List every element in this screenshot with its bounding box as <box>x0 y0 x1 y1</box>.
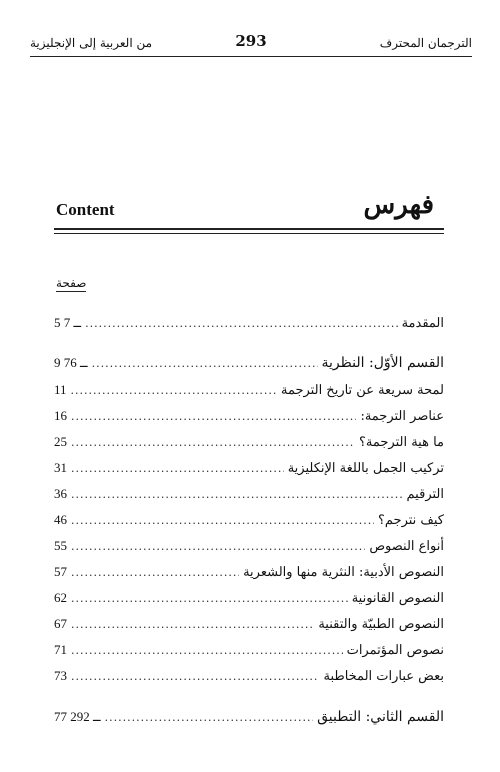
toc-entry <box>54 486 444 508</box>
toc-entry-pages: 9 ــ 76 <box>54 355 88 370</box>
dot-leader <box>71 566 239 579</box>
toc-entry-label: النصوص الطبيّة والتقنية <box>318 617 444 632</box>
toc-entry-pages: 46 <box>54 512 67 527</box>
dot-leader <box>71 462 284 475</box>
toc-entry-pages: 55 <box>54 538 67 553</box>
toc-entry-label: النصوص القانونية <box>351 591 444 606</box>
toc-entry <box>54 668 444 690</box>
title-rule-thick <box>54 228 444 230</box>
toc-entry-label: القسم الثاني: التطبيق <box>317 709 444 725</box>
toc-entry-label: الترقيم <box>406 487 444 502</box>
toc-entry <box>54 590 444 612</box>
dot-leader <box>71 670 319 683</box>
toc-entry-label: القسم الأوّل: النظرية <box>321 355 444 371</box>
toc-entry <box>54 538 444 560</box>
toc-entry-label: تركيب الجمل باللغة الإنكليزية <box>287 461 444 476</box>
toc-entry-introduction <box>54 315 444 337</box>
dot-leader <box>71 644 343 657</box>
dot-leader <box>71 410 356 423</box>
dot-leader <box>92 357 318 370</box>
toc-entry-pages: 16 <box>54 408 67 423</box>
toc-title-arabic: فهرس <box>363 190 434 220</box>
toc-entry-label: لمحة سريعة عن تاريخ الترجمة <box>280 383 444 398</box>
toc-entry-pages: 57 <box>54 564 67 579</box>
toc-entry <box>54 564 444 586</box>
toc-entry-label: المقدمة <box>401 316 444 331</box>
toc-entry-label: بعض عبارات المخاطبة <box>323 669 444 684</box>
toc-entry-pages: 31 <box>54 460 67 475</box>
toc-entry <box>54 382 444 404</box>
toc-entry-label: نصوص المؤتمرات <box>346 643 444 658</box>
page-column-label: صفحة <box>56 276 87 290</box>
toc-entry-label: أنواع النصوص <box>369 539 444 554</box>
header-book-subtitle: من العربية إلى الإنجليزية <box>30 36 153 50</box>
toc-entry <box>54 460 444 482</box>
toc-entry <box>54 408 444 430</box>
title-rule-thin <box>54 233 444 234</box>
toc-entry-pages: 67 <box>54 616 67 631</box>
dot-leader <box>71 436 355 449</box>
toc-entry-part-one <box>54 355 444 377</box>
dot-leader <box>71 592 348 605</box>
toc-entry-label: ما هية الترجمة؟ <box>358 435 444 450</box>
dot-leader <box>105 711 314 724</box>
dot-leader <box>85 317 397 330</box>
toc-title-english: Content <box>56 200 115 219</box>
toc-entry-pages: 71 <box>54 642 67 657</box>
toc-entry-label: النصوص الأدبية: النثرية منها والشعرية <box>243 565 444 580</box>
toc-entry-part-two <box>54 709 444 731</box>
toc-entry-label: كيف نترجم؟ <box>377 513 444 528</box>
toc-entry <box>54 434 444 456</box>
header-book-title: الترجمان المحترف <box>379 36 472 50</box>
toc-entry-pages: 36 <box>54 486 67 501</box>
toc-entry <box>54 642 444 664</box>
dot-leader <box>71 514 374 527</box>
toc-entry-pages: 62 <box>54 590 67 605</box>
dot-leader <box>71 618 314 631</box>
dot-leader <box>71 540 365 553</box>
toc-entry-label: عناصر الترجمة: <box>360 409 444 424</box>
dot-leader <box>71 488 403 501</box>
header-page-number: 293 <box>235 32 267 50</box>
toc-entry-pages: 5 ــ 7 <box>54 315 82 330</box>
toc-entry-pages: 25 <box>54 434 67 449</box>
toc-entry <box>54 512 444 534</box>
toc-entry-pages: 73 <box>54 668 67 683</box>
running-header <box>30 30 472 57</box>
toc-entry-pages: 77 ــ 292 <box>54 709 101 724</box>
toc-entry <box>54 616 444 638</box>
toc-entry-pages: 11 <box>54 382 67 397</box>
dot-leader <box>71 384 277 397</box>
